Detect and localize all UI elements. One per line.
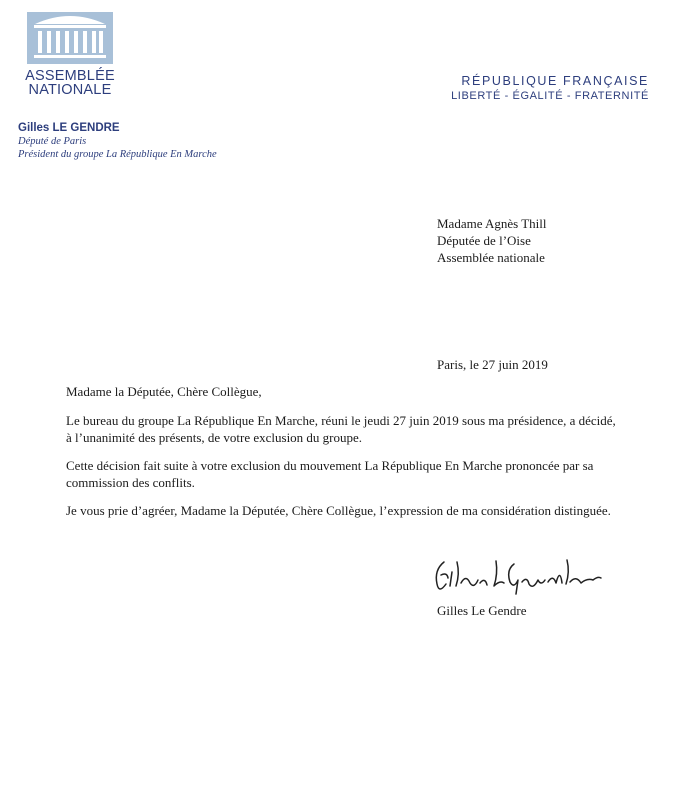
letter-date: Paris, le 27 juin 2019	[437, 357, 548, 372]
logo-line-2: NATIONALE	[28, 82, 112, 98]
sender-role-2: Président du groupe La République En Marche	[18, 148, 217, 160]
sender-block	[18, 121, 217, 161]
recipient-line-3: Assemblée nationale	[437, 250, 545, 265]
recipient-address	[437, 215, 547, 266]
assemblee-nationale-logo	[24, 12, 116, 97]
republic-motto: LIBERTÉ - ÉGALITÉ - FRATERNITÉ	[451, 90, 649, 102]
paragraph-1-line-1: Le bureau du groupe La République En Marche, réuni le jeudi 27 juin 2019 sous ma présidence, a décidé,	[66, 413, 616, 428]
sender-name: Gilles LE GENDRE	[18, 122, 120, 134]
paragraph-2	[66, 457, 646, 491]
recipient-line-2: Députée de l’Oise	[437, 233, 531, 248]
republic-header	[451, 73, 649, 104]
paragraph-3: Je vous prie d’agréer, Madame la Députée, Chère Collègue, l’expression de ma considération distinguée.	[66, 503, 611, 518]
salutation: Madame la Députée, Chère Collègue,	[66, 384, 262, 399]
paragraph-1-line-2: à l’unanimité des présents, de votre exclusion du groupe.	[66, 430, 363, 445]
handwritten-signature	[430, 556, 605, 601]
assemblee-nationale-emblem-icon	[27, 12, 113, 64]
letter-body	[66, 383, 646, 530]
republic-name: RÉPUBLIQUE FRANÇAISE	[461, 74, 649, 88]
recipient-line-1: Madame Agnès Thill	[437, 216, 547, 231]
sender-role-1: Député de Paris	[18, 136, 87, 147]
signer-name: Gilles Le Gendre	[437, 603, 527, 618]
logo-line-1: ASSEMBLÉE	[25, 68, 115, 84]
paragraph-2-line-2: commission des conflits.	[66, 475, 195, 490]
paragraph-2-line-1: Cette décision fait suite à votre exclusion du mouvement La République En Marche prononcée par sa	[66, 458, 594, 473]
paragraph-1	[66, 412, 646, 446]
